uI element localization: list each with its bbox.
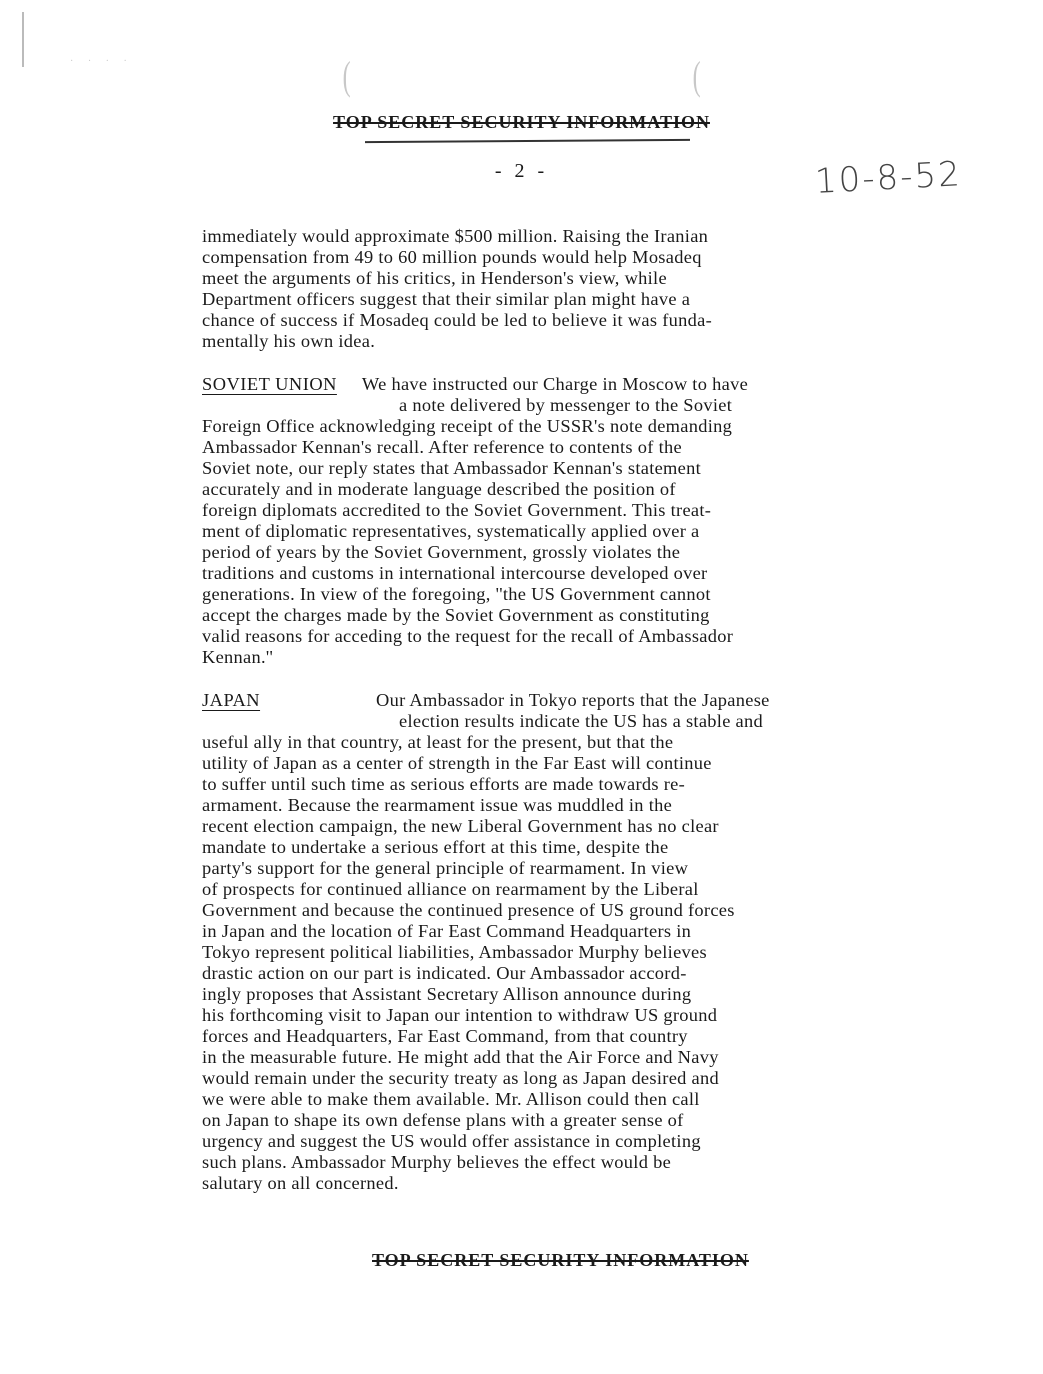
paragraph-iran-continued — [202, 226, 962, 352]
paragraph-soviet-union — [202, 374, 962, 668]
text-line: ment of diplomatic representatives, systematically applied over a — [202, 521, 700, 541]
text-line: we were able to make them available. Mr. Allison could then call — [202, 1089, 700, 1109]
text-line: Soviet note, our reply states that Ambassador Kennan's statement — [202, 458, 702, 478]
header-pen-stroke — [365, 139, 690, 143]
text-line: useful ally in that country, at least for the present, but that the — [202, 732, 674, 752]
scan-dots: · · · · — [70, 56, 133, 67]
text-line: mandate to undertake a serious effort at this time, despite the — [202, 837, 669, 857]
text-line: armament. Because the rearmament issue was muddled in the — [202, 795, 673, 815]
text-line: on Japan to shape its own defense plans with a greater sense of — [202, 1110, 684, 1130]
page-number: - 2 - — [494, 160, 549, 182]
section-first-line — [202, 374, 962, 395]
text-line: would remain under the security treaty as long as Japan desired and — [202, 1068, 719, 1088]
text-line: traditions and customs in international intercourse developed over — [202, 563, 708, 583]
scan-edge-mark — [22, 12, 24, 67]
text-line: Department officers suggest that their similar plan might have a — [202, 289, 691, 309]
text-line: immediately would approximate $500 million. Raising the Iranian — [202, 226, 709, 246]
text-line: ingly proposes that Assistant Secretary Allison announce during — [202, 984, 692, 1004]
section-first-line-text: Our Ambassador in Tokyo reports that the Japanese — [376, 690, 770, 710]
text-line: a note delivered by messenger to the Soviet — [399, 395, 733, 415]
text-line: forces and Headquarters, Far East Command, from that country — [202, 1026, 688, 1046]
text-line: Ambassador Kennan's recall. After reference to contents of the — [202, 437, 682, 457]
punch-hole-right: ( — [692, 53, 701, 98]
text-line: valid reasons for acceding to the request for the recall of Ambassador — [202, 626, 734, 646]
text-line: meet the arguments of his critics, in Henderson's view, while — [202, 268, 667, 288]
paragraph-japan — [202, 690, 962, 1194]
text-line: of prospects for continued alliance on rearmament by the Liberal — [202, 879, 699, 899]
text-line: utility of Japan as a center of strength in the Far East will continue — [202, 753, 712, 773]
text-line: chance of success if Mosadeq could be led to believe it was funda- — [202, 310, 713, 330]
text-line: foreign diplomats accredited to the Soviet Government. This treat- — [202, 500, 712, 520]
text-line: in Japan and the location of Far East Command Headquarters in — [202, 921, 692, 941]
text-line: Kennan.'' — [202, 647, 274, 667]
text-line: in the measurable future. He might add that the Air Force and Navy — [202, 1047, 719, 1067]
punch-hole-left: ( — [342, 53, 351, 98]
text-line: to suffer until such time as serious efforts are made towards re- — [202, 774, 686, 794]
text-line: urgency and suggest the US would offer assistance in completing — [202, 1131, 701, 1151]
text-line: election results indicate the US has a stable and — [399, 711, 764, 731]
text-line: accept the charges made by the Soviet Government as constituting — [202, 605, 710, 625]
text-line: such plans. Ambassador Murphy believes the effect would be — [202, 1152, 672, 1172]
text-line: drastic action on our part is indicated. Our Ambassador accord- — [202, 963, 687, 983]
text-line: salutary on all concerned. — [202, 1173, 399, 1193]
text-line: Tokyo represent political liabilities, Ambassador Murphy believes — [202, 942, 707, 962]
classification-footer: TOP SECRET SECURITY INFORMATION — [372, 1250, 749, 1270]
text-line: party's support for the general principle of rearmament. In view — [202, 858, 689, 878]
text-line: Foreign Office acknowledging receipt of the USSR's note demanding — [202, 416, 733, 436]
text-line: accurately and in moderate language described the position of — [202, 479, 676, 499]
text-line: period of years by the Soviet Government, grossly violates the — [202, 542, 681, 562]
section-first-line-text: We have instructed our Charge in Moscow to have — [361, 374, 749, 394]
text-line: Government and because the continued presence of US ground forces — [202, 900, 735, 920]
section-label: SOVIET UNION — [202, 374, 337, 394]
text-line: generations. In view of the foregoing, ''the US Government cannot — [202, 584, 711, 604]
section-first-line — [202, 690, 962, 711]
section-label: JAPAN — [202, 690, 261, 710]
text-line: recent election campaign, the new Liberal Government has no clear — [202, 816, 719, 836]
classification-header: TOP SECRET SECURITY INFORMATION — [333, 112, 710, 132]
text-line: compensation from 49 to 60 million pounds would help Mosadeq — [202, 247, 702, 267]
handwritten-date: 10-8-52 — [814, 154, 963, 202]
text-line: his forthcoming visit to Japan our intention to withdraw US ground — [202, 1005, 718, 1025]
text-line: mentally his own idea. — [202, 331, 376, 351]
